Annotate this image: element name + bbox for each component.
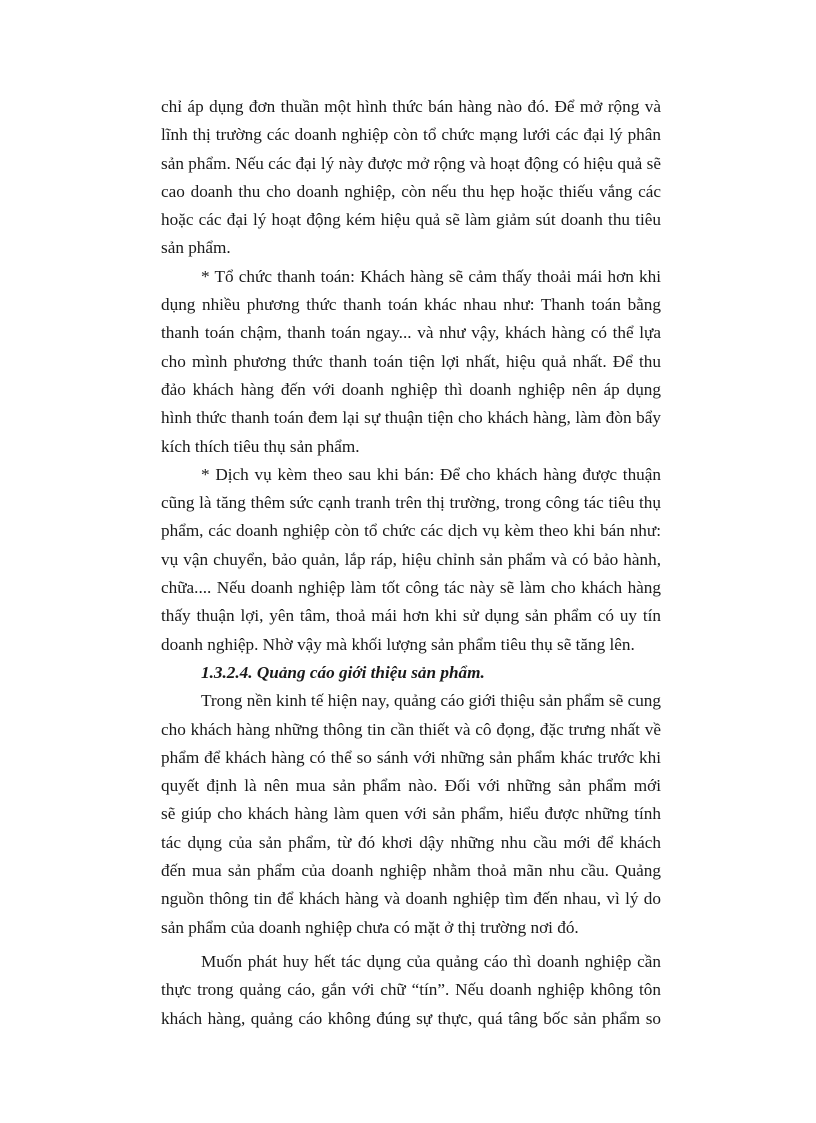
document-page <box>161 93 661 1033</box>
text-line: thanh toán chậm, thanh toán ngay... và như vậy, khách hàng có thể lựa <box>161 323 661 343</box>
text-line: cho khách hàng những thông tin cần thiết và cô đọng, đặc trưng nhất về <box>161 719 661 739</box>
section-heading: 1.3.2.4. Quảng cáo giới thiệu sản phẩm. <box>201 662 485 682</box>
text-line: thực trong quảng cáo, gắn với chữ “tín”. Nếu doanh nghiệp không tôn <box>161 980 661 1000</box>
text-line: nguồn thông tin để khách hàng và doanh nghiệp tìm đến nhau, vì lý do <box>161 889 661 909</box>
text-line: cho mình phương thức thanh toán tiện lợi nhất, hiệu quả nhất. Để thu <box>161 351 661 371</box>
text-line: kích thích tiêu thụ sản phẩm. <box>161 436 360 456</box>
text-line: dụng nhiều phương thức thanh toán khác nhau như: Thanh toán bằng <box>161 295 661 315</box>
text-line: khách hàng, quảng cáo không đúng sự thực, quá tâng bốc sản phẩm so <box>161 1008 661 1028</box>
text-line: doanh nghiệp. Nhờ vậy mà khối lượng sản phẩm tiêu thụ sẽ tăng lên. <box>161 634 635 654</box>
text-line: phẩm để khách hàng có thể so sánh với những sản phẩm khác trước khi <box>161 747 661 767</box>
paragraph-trust <box>161 948 661 1033</box>
paragraph-after-sales <box>161 461 661 659</box>
text-line: * Dịch vụ kèm theo sau khi bán: Để cho khách hàng được thuận <box>201 464 661 484</box>
text-line: sản phẩm. Nếu các đại lý này được mở rộng và hoạt động có hiệu quả sẽ <box>161 153 661 173</box>
text-line: cao doanh thu cho doanh nghiệp, còn nếu thu hẹp hoặc thiếu vắng các <box>161 181 661 201</box>
text-line: hình thức thanh toán đem lại sự thuận tiện cho khách hàng, làm đòn bẩy <box>161 408 661 428</box>
text-line: sẽ giúp cho khách hàng làm quen với sản phẩm, hiểu được những tính <box>161 804 661 824</box>
text-line: sản phẩm. <box>161 238 231 258</box>
text-line: thấy thuận lợi, yên tâm, thoả mái hơn khi sử dụng sản phẩm có uy tín <box>161 606 661 626</box>
paragraph-advertising <box>161 687 661 942</box>
text-line: sản phẩm của doanh nghiệp chưa có mặt ở thị trường nơi đó. <box>161 917 579 937</box>
text-line: đảo khách hàng đến với doanh nghiệp thì doanh nghiệp nên áp dụng <box>161 379 661 399</box>
text-line: phẩm, các doanh nghiệp còn tổ chức các dịch vụ kèm theo khi bán như: <box>161 521 661 541</box>
text-line: * Tổ chức thanh toán: Khách hàng sẽ cảm thấy thoải mái hơn khi <box>201 266 661 286</box>
text-line: tác dụng của sản phẩm, từ đó khơi dậy những nhu cầu mới để khách <box>161 832 661 852</box>
text-line: lĩnh thị trường các doanh nghiệp còn tổ chức mạng lưới các đại lý phân <box>161 125 661 145</box>
text-line: Muốn phát huy hết tác dụng của quảng cáo thì doanh nghiệp cần <box>201 951 661 971</box>
text-line: chỉ áp dụng đơn thuần một hình thức bán hàng nào đó. Để mở rộng và <box>161 97 661 116</box>
text-line: Trong nền kinh tế hiện nay, quảng cáo giới thiệu sản phẩm sẽ cung <box>201 691 661 711</box>
text-line: cũng là tăng thêm sức cạnh tranh trên thị trường, trong công tác tiêu thụ <box>161 493 661 513</box>
text-line: đến mua sản phẩm của doanh nghiệp nhằm thoả mãn nhu cầu. Quảng <box>161 861 661 881</box>
text-line: quyết định là nên mua sản phẩm nào. Đối với những sản phẩm mới <box>161 776 661 796</box>
paragraph-distribution <box>161 93 661 263</box>
text-line: hoặc các đại lý hoạt động kém hiệu quả sẽ làm giảm sút doanh thu tiêu <box>161 210 661 230</box>
paragraph-payment <box>161 263 661 461</box>
text-line: vụ vận chuyển, bảo quản, lắp ráp, hiệu chỉnh sản phẩm và có bảo hành, <box>161 549 661 569</box>
text-line: chữa.... Nếu doanh nghiệp làm tốt công tác này sẽ làm cho khách hàng <box>161 578 661 598</box>
